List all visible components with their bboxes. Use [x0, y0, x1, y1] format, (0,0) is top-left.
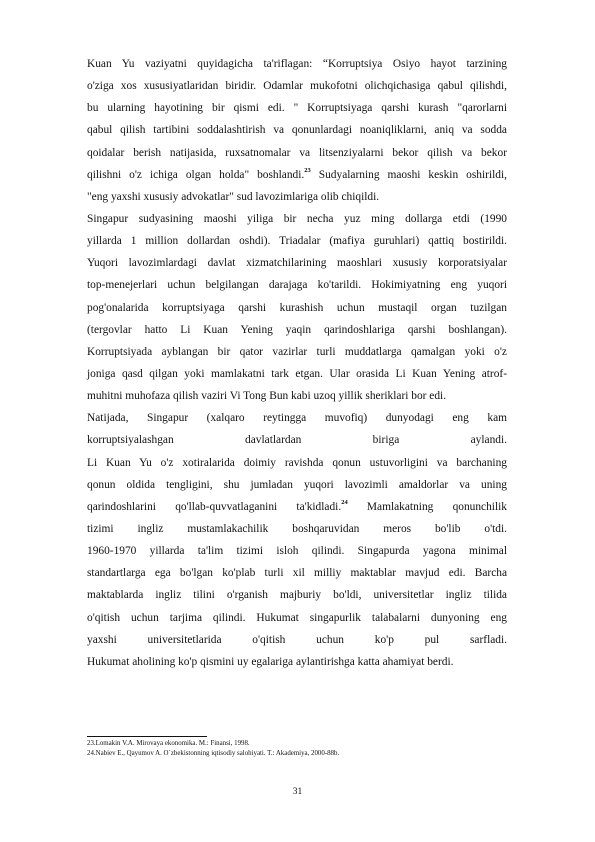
text-line-content: qoidalar berish natijasida, ruxsatnomalar va litsenziyalarni bekor qilish va bekor: [87, 146, 507, 159]
text-line-content: o'qitish uchun tarjima qilindi. Hukumat singapurlik talabalarni dunyoning eng: [87, 611, 507, 624]
footnote-reference: 23: [304, 166, 311, 174]
text-line-content: joniga qasd qilgan yoki mamlakatni tark etgan. Ular orasida Li Kuan Yening atrof-: [87, 367, 507, 380]
text-line: [87, 297, 507, 319]
text-line: [87, 208, 507, 230]
footnote-23: 23.Lomakin V.A. Mirovaya ekonomika. M.: Finansi, 1998.: [87, 740, 250, 747]
text-line: [87, 474, 507, 496]
body-text: [87, 53, 507, 673]
text-line-content: muhitni muhofaza qilish vaziri Vi Tong Bun kabi uzoq yillik sheriklari bor edi.: [87, 390, 447, 403]
text-line-content: yillarda 1 million dollardan oshdi). Triadalar (mafiya guruhlari) qattiq bostirildi.: [87, 235, 507, 248]
text-line: [87, 142, 507, 164]
text-line-content: pog'onalarida korruptsiyaga qarshi kurashish uchun mustaqil organ tuzilgan: [87, 301, 507, 314]
text-line: [87, 540, 507, 562]
text-line: [87, 186, 507, 208]
text-line: [87, 629, 507, 651]
text-line: [87, 651, 507, 673]
text-line: [87, 75, 507, 97]
text-line-content: qonun oldida tengligini, shu jumladan yuqori lavozimli amaldorlar va uning: [87, 478, 507, 491]
text-line: [87, 363, 507, 385]
text-line: [87, 252, 507, 274]
text-line-content: (tergovlar hatto Li Kuan Yening yaqin qarindoshlariga qarshi boshlangan).: [87, 323, 507, 336]
text-line-content: "eng yaxshi xususiy advokatlar" sud lavozimlariga olib chiqildi.: [87, 190, 380, 203]
footnote-divider: [87, 736, 207, 737]
text-line: [87, 607, 507, 629]
text-line: [87, 230, 507, 252]
text-line: [87, 385, 507, 407]
text-line: [87, 584, 507, 606]
text-line-content: yaxshi universitetlarida o'qitish uchun ko'p pul sarfladi.: [87, 633, 507, 646]
text-line: [87, 407, 507, 429]
text-line-continuation: Sudyalarning maoshi keskin oshirildi,: [310, 168, 507, 181]
text-line-content: tizimi ingliz mustamlakachilik boshqaruvidan meros bo'lib o'tdi.: [87, 522, 507, 535]
text-line-content: Yuqori lavozimlardagi davlat xizmatchilarining maoshlari xususiy korporatsiyalar: [87, 257, 507, 270]
text-line-continuation: Mamlakatning qonunchilik: [347, 500, 507, 513]
text-line: [87, 341, 507, 363]
text-line-content: top-menejerlari uchun belgilangan darajaga ko'tarildi. Hokimiyatning eng yuqori: [87, 279, 507, 292]
text-line-content: standartlarga ega bo'lgan ko'plab turli xil milliy maktablar mavjud edi. Barcha: [87, 567, 507, 580]
text-line-content: o'ziga xos xususiyatlaridan biridir. Odamlar mukofotni olichqichasiga qabul qilishdi,: [87, 80, 507, 93]
text-line: [87, 97, 507, 119]
text-line-content: qilishni o'z ichiga olgan holda" boshlandi.: [87, 168, 305, 181]
text-line-content: maktablarda ingliz tilini o'rganish majburiy bo'ldi, universitetlar ingliz tilida: [87, 589, 507, 602]
text-line-content: Kuan Yu vaziyatni quyidagicha ta'riflagan: “Korruptsiya Osiyo hayot tarzining: [87, 58, 507, 70]
text-line-content: Natijada, Singapur (xalqaro reytingga muvofiq) dunyodagi eng kam: [87, 412, 507, 425]
text-line: [87, 518, 507, 540]
text-line-content: qabul qilish tartibini soddalashtirish va qonunlardagi noaniqliklarni, aniq va sodda: [87, 124, 507, 137]
text-line: [87, 496, 507, 518]
footnote-24: 24.Nabiev E., Qayumov A. O`zbekistonning iqtisodiy salohiyati. T.: Akademiya, 2000-88b.: [87, 749, 340, 757]
footnotes: [87, 739, 507, 758]
text-line: [87, 562, 507, 584]
text-line: [87, 429, 507, 451]
text-line-content: Hukumat aholining ko'p qismini uy egalariga aylantirishga katta ahamiyat berdi.: [87, 655, 454, 668]
text-line-content: korruptsiyalashgan davlatlardan biriga aylandi.: [87, 434, 507, 447]
text-line-content: qarindoshlarini qo'llab-quvvatlaganini ta'kidladi.: [87, 500, 342, 513]
text-line-content: 1960-1970 yillarda ta'lim tizimi isloh qilindi. Singapurda yagona minimal: [87, 545, 507, 558]
text-line-content: bu ularning hayotining bir qismi edi. " Korruptsiyaga qarshi kurash "qarorlarni: [87, 102, 507, 115]
text-line: [87, 452, 507, 474]
page-number: 31: [292, 787, 303, 797]
text-line-content: Korruptsiyada ayblangan bir qator vazirlar turli muddatlarga qamalgan yoki o'z: [87, 345, 507, 358]
text-line: [87, 119, 507, 141]
text-line: [87, 53, 507, 75]
text-line: [87, 319, 507, 341]
text-line: [87, 164, 507, 186]
footnote-reference: 24: [341, 498, 348, 506]
text-line-content: Singapur sudyasining maoshi yiliga bir necha yuz ming dollarga etdi (1990: [87, 212, 507, 225]
text-line: [87, 274, 507, 296]
text-line-content: Li Kuan Yu o'z xotiralarida doimiy ravishda qonun ustuvorligini va barchaning: [87, 456, 507, 469]
